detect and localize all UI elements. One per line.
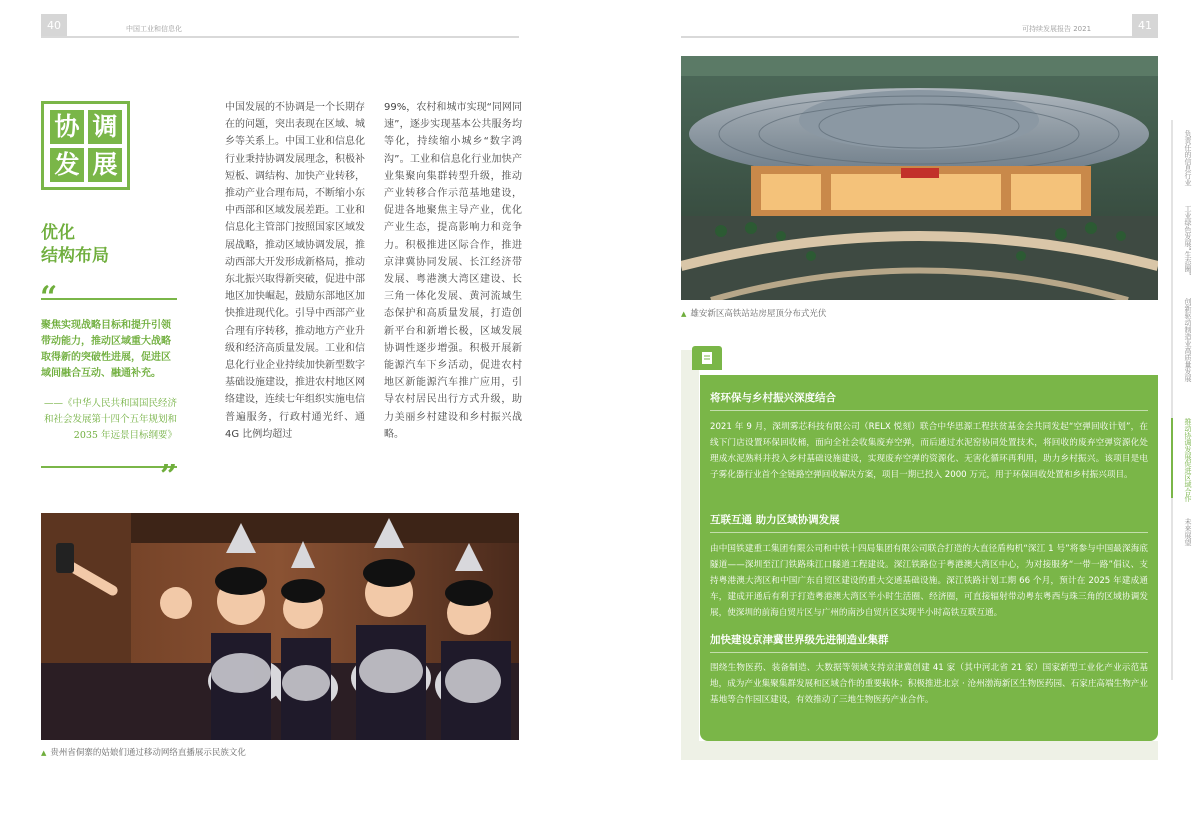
subtitle-line-2: 结构布局 bbox=[41, 246, 109, 266]
panel-heading-3: 加快建设京津冀世界级先进制造业集群 bbox=[710, 634, 889, 646]
caption-left-photo bbox=[41, 746, 246, 758]
caption-marker-icon: ▲ bbox=[681, 310, 687, 318]
left-header-rule bbox=[41, 14, 519, 38]
close-quote-mark: ” bbox=[160, 459, 178, 494]
title-char-2: 调 bbox=[88, 110, 122, 144]
policy-quote: 聚焦实现战略目标和提升引领带动能力，推动区域重大战略取得新的突破性进展，促进区域间融合互动、融通补充。 bbox=[41, 320, 171, 379]
subtitle-line-1: 优化 bbox=[41, 223, 75, 243]
title-char-1: 协 bbox=[50, 110, 84, 144]
right-running-title: 可持续发展报告 2021 bbox=[1022, 25, 1092, 33]
photo-xiongan-station bbox=[681, 56, 1158, 300]
quote-rule-top bbox=[41, 298, 177, 300]
caption-right-text: 雄安新区高铁站站房屋顶分布式光伏 bbox=[690, 309, 827, 319]
side-nav-item-5[interactable]: 未来展望 bbox=[1184, 518, 1192, 546]
quote-source: ——《中华人民共和国国民经济和社会发展第十四个五年规划和2035 年远景目标纲要》 bbox=[43, 398, 177, 441]
side-nav-line bbox=[1171, 120, 1173, 680]
side-nav-item-3[interactable]: 创新驱动制造业高质量发展 bbox=[1184, 298, 1192, 382]
panel-paragraph-2: 由中国铁建重工集团有限公司和中铁十四局集团有限公司联合打造的大直径盾构机“深江 1 号”将参与中国最深海底隧道——深圳至江门铁路珠江口隧道工程建设。深江铁路位于粤港澳大湾区中心，为对接服务“一带一路”倡议、支持粤港澳大湾区和中国广东自贸区建设的重大交通基础设施。深江铁路计划工期 66 个月，预计在 2025 年建成通车，建成开通后有利于打造粤港澳大湾区半小时生活圈、经济圈，可直接辐射带动粤东粤西与珠三角的区域协调发展，使深圳的前海自贸片区与广州的南沙自贸片区实现半小时高铁互联互通。 bbox=[710, 544, 1148, 618]
left-page-number: 40 bbox=[41, 14, 67, 38]
panel-shadow-bottom bbox=[681, 741, 1158, 760]
panel-heading-2: 互联互通 助力区域协调发展 bbox=[710, 514, 840, 526]
title-char-3: 发 bbox=[50, 148, 84, 182]
title-char-4: 展 bbox=[88, 148, 122, 182]
body-column-1: 中国发展的不协调是一个长期存在的问题，突出表现在区域、城乡等关系上。中国工业和信息化行业秉持协调发展理念，积极补短板、调结构、加快产业转移，推动产业合理布局，不断缩小东中西部和区域发展差距。工业和信息化主管部门按照国家区域发展战略，推动区域协调发展，推动西部大开发形成新格局，推动东北振兴取得新突破，促进中部地区加快崛起，鼓励东部地区加快推进现代化。引导中西部产业合理有序转移，推动地方产业升级和经济高质量发展。工业和信息化行业企业持续加快新型数字基础设施建设，推进农村地区网络建设，连续七年组织实施电信普遍服务，行政村通光纤、通 4G 比例均超过 bbox=[225, 102, 365, 440]
document-icon bbox=[692, 346, 722, 370]
panel-rule-1 bbox=[710, 410, 1148, 411]
panel-paragraph-3: 围绕生物医药、装备制造、大数据等领域支持京津冀创建 41 家（其中河北省 21 家）国家新型工业化产业示范基地，成为产业集聚集群发展和区域合作的重要载体；积极推进北京 · 沧州渤海新区生物医药园、石家庄高端生物产业基地等合作园区建设，有效推动了三地生物医药产业合作。 bbox=[710, 663, 1148, 705]
caption-marker-icon: ▲ bbox=[41, 749, 47, 757]
side-nav-item-4[interactable]: 推动协调发展促进区域合作 bbox=[1184, 418, 1192, 502]
caption-left-text: 贵州省侗寨的姑娘们通过移动网络直播展示民族文化 bbox=[50, 748, 246, 758]
panel-paragraph-1: 2021 年 9 月，深圳雾芯科技有限公司（RELX 悦刻）联合中华思源工程扶贫基金会共同发起“空弹回收计划”，在线下门店设置环保回收桶，面向全社会收集废弃空弹，而后通过水泥窑协同处置技术，将回收的废弃空弹资源化处理成水泥熟料并投入乡村基础设施建设，实现废弃空弹的资源化、无害化循环再利用，助力乡村振兴。该项目是电子雾化器行业首个全链路空弹回收解决方案，项目一期已投入 2000 万元，用于环保回收处置和乡村振兴项目。 bbox=[710, 422, 1148, 480]
panel-rule-3 bbox=[710, 652, 1148, 653]
side-nav-item-2[interactable]: 工业绿色发展“生态圈” bbox=[1184, 205, 1192, 276]
section-title-box bbox=[41, 101, 130, 190]
quote-rule-bottom bbox=[41, 466, 177, 468]
document-tab bbox=[692, 346, 722, 370]
right-page-number: 41 bbox=[1132, 14, 1158, 38]
open-quote-mark: “ bbox=[40, 280, 58, 315]
panel-shadow-left bbox=[681, 350, 699, 760]
side-nav-item-1[interactable]: 负责任的信息行业 bbox=[1184, 130, 1192, 186]
case-study-panel bbox=[700, 375, 1158, 741]
panel-heading-1: 将环保与乡村振兴深度结合 bbox=[710, 392, 836, 404]
side-nav-active-marker bbox=[1171, 418, 1173, 498]
panel-rule-2 bbox=[710, 532, 1148, 533]
left-running-title: 中国工业和信息化 bbox=[126, 25, 182, 33]
body-column-2: 99%，农村和城市实现“同网同速”，逐步实现基本公共服务均等化，持续缩小城乡“数字鸿沟”。工业和信息化行业加快产业集聚向集群转型升级，推动产业转移合作示范基地建设，促进各地聚焦主导产业，优化产业生态，提高影响力和竞争力。积极推进区际合作，推进京津冀协同发展、长江经济带发展、粤港澳大湾区建设、长三角一体化发展、黄河流域生态保护和高质量发展，打造创新平台和新增长极，区域发展协调性逐步增强。积极开展新能源汽车下乡活动，促进农村地区新能源汽车推广应用，引导农村居民出行方式升级，助力美丽乡村建设和乡村振兴战略。 bbox=[384, 102, 522, 440]
caption-right-photo bbox=[681, 307, 826, 319]
photo-dong-village-livestream bbox=[41, 513, 519, 740]
